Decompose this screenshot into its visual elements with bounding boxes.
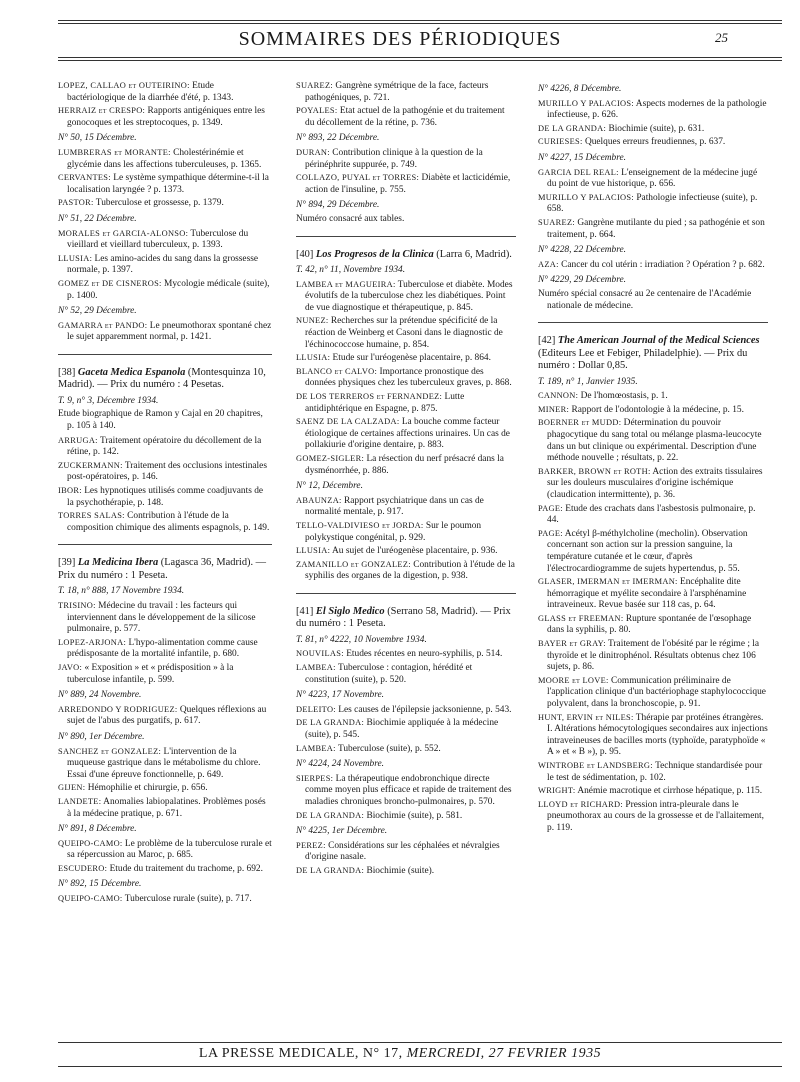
article-title: Etudes récentes en neuro-syphilis, p. 514.: [343, 649, 503, 660]
article-title: Cancer du col utérin : irradiation ? Opération ? p. 682.: [558, 259, 765, 270]
article-title: « Exposition » et « prédisposition » à la tuberculose infantile, p. 599.: [67, 662, 234, 685]
article-entry: [538, 675, 768, 711]
article-authors: PAGE:: [538, 528, 563, 538]
article-authors: PEREZ:: [296, 840, 326, 850]
issue-heading: N° 52, 29 Décembre.: [58, 306, 137, 317]
footer-bottom-rule: [58, 1066, 782, 1067]
article-title: Tuberculose : contagion, hérédité et constitution (suite), p. 520.: [305, 663, 473, 685]
article-title: Gangrène symétrique de la face, facteurs pathogéniques, p. 721.: [305, 81, 489, 103]
article-entry: [296, 520, 516, 544]
article-entry: [538, 576, 768, 612]
article-title: Le pneumothorax spontané chez le sujet apparemment normal, p. 1421.: [67, 320, 272, 343]
issue-heading: N° 50, 15 Décembre.: [58, 133, 137, 144]
article-title: Encéphalite dite hémorragique et myélite secondaire à l'arsphénamine intraveineux. Revue basée sur 118 cas, p. 64.: [547, 577, 747, 611]
article-title: La thérapeutique endobronchique directe comme moyen plus efficace et rapide de traitement des maladies chroniques broncho-pulmonaires, p. 570.: [305, 773, 512, 807]
article-title: Contribution à l'étude de la composition chimique des aliments espagnols, p. 149.: [67, 511, 270, 533]
article-title: Technique standardisée pour le test de sédimentation, p. 102.: [547, 761, 763, 783]
article-title: La résection du nerf présacré dans la dysménorrhée, p. 886.: [305, 453, 504, 476]
issue-heading: T. 42, n° 11, Novembre 1934.: [296, 265, 406, 276]
article-entry: [538, 785, 768, 798]
article-title: Etat actuel de la pathogénie et du traitement du décollement de la rétine, p. 736.: [305, 106, 505, 128]
article-entry: [296, 352, 516, 365]
article-title: Hémophilie et chirurgie, p. 656.: [85, 783, 208, 794]
footer: [0, 1046, 800, 1062]
article-title: Pression intra-pleurale dans le pneumothorax au cours de la grossesse et de l'allaitement, p. 119.: [547, 799, 764, 833]
article-title: Contribution à l'étude de la syphilis des organes de la digestion, p. 938.: [305, 559, 515, 582]
article-entry: [296, 545, 516, 558]
article-authors: BARKER, BROWN et ROTH:: [538, 466, 651, 476]
article-authors: LANDETE:: [58, 796, 102, 806]
article-authors: ZUCKERMANN:: [58, 460, 123, 470]
article-title: Contribution clinique à la question de la périnéphrite suppurée, p. 749.: [305, 147, 483, 170]
article-title: Le problème de la tuberculose rurale et sa répercussion au Maroc, p. 685.: [67, 838, 272, 861]
article-entry: [296, 80, 516, 104]
article-entry: [296, 773, 516, 809]
article-entry: [58, 80, 272, 104]
issue-heading: N° 4227, 15 Décembre.: [538, 152, 627, 163]
article-authors: DELEITO:: [296, 704, 336, 714]
article-authors: NUNEZ:: [296, 316, 329, 326]
issue-heading: N° 4226, 8 Décembre.: [538, 84, 622, 94]
article-entry: [296, 717, 516, 741]
article-title: Quelques erreurs freudiennes, p. 637.: [582, 137, 726, 148]
article-title: Cholestérinémie et glycémie dans les affections tuberculeuses, p. 1365.: [67, 147, 262, 170]
article-authors: MURILLO Y PALACIOS:: [538, 192, 634, 202]
article-title: Mycologie médicale (suite), p. 1400.: [67, 278, 270, 301]
article-authors: SUAREZ:: [296, 81, 333, 90]
article-entry: [538, 136, 768, 149]
article-entry: [296, 105, 516, 129]
article-authors: TRISINO:: [58, 601, 96, 610]
issue-heading: N° 890, 1er Décembre.: [58, 731, 145, 742]
issue-heading: N° 892, 15 Décembre.: [58, 879, 142, 890]
article-entry: [538, 503, 768, 527]
section-divider: [58, 354, 272, 355]
article-entry: [538, 259, 768, 272]
column-middle: [296, 80, 516, 879]
article-authors: CERVANTES:: [58, 173, 111, 183]
article-authors: TELLO-VALDIVIESO et JORDA:: [296, 520, 424, 530]
article-title: Détermination du pouvoir phagocytique du sang total ou mélange plasma-leucocyte dans un but clinique ou expérimental. Description d'une méthode nouvelle ; résultats, p. 22.: [547, 418, 762, 464]
journal-details: (Larra 6, Madrid).: [433, 248, 512, 260]
issue-heading: T. 189, n° 1, Janvier 1935.: [538, 376, 638, 387]
note-text: Etude biographique de Ramon y Cajal en 20 chapitres, p. 105 à 140.: [58, 409, 263, 432]
journal-number: [39]: [58, 557, 76, 569]
article-entry: [58, 278, 272, 302]
article-title: Sur le poumon polykystique congénital, p. 929.: [305, 520, 482, 543]
article-authors: ABAUNZA:: [296, 495, 342, 505]
page-title: SOMMAIRES DES PÉRIODIQUES: [238, 28, 562, 50]
journal-details: (Montesquinza 10, Madrid). — Prix du numéro : 4 Pesetas.: [58, 366, 266, 391]
article-entry: [58, 796, 272, 820]
article-title: Thérapie par protéines étrangères. I. Altérations hémocytologiques secondaires aux injections intraveineuses de bacilles morts (typhoïde, paratyphoïde « A » et « B »), p. 95.: [547, 712, 768, 758]
article-entry: [58, 662, 272, 686]
article-entry: [58, 838, 272, 862]
article-entry: [58, 228, 272, 252]
article-authors: LUMBRERAS et MORANTE:: [58, 147, 171, 157]
article-title: Tuberculose et grossesse, p. 1379.: [93, 198, 224, 209]
article-title: Tuberculose (suite), p. 552.: [335, 743, 441, 754]
article-title: Anémie macrotique et cirrhose hépatique, p. 115.: [575, 786, 763, 797]
article-title: Acétyl β-méthylcholine (mecholin). Observation concernant son action sur la pression sanguine, la température cutanée et le cœur, d'après l'électrocardiogramme de sujets hypertendus, p. 55.: [547, 528, 748, 574]
article-authors: POYALES:: [296, 106, 338, 116]
article-title: Biochimie (suite).: [364, 865, 435, 876]
article-authors: QUEIPO-CAMO:: [58, 838, 123, 848]
article-title: Communication préliminaire de l'application clinique d'un bactériophage staphylococcique polyvalent, dans la bronchoscopie, p. 91.: [547, 675, 766, 710]
article-title: L'hypo-alimentation comme cause prédisposante de la mortalité infantile, p. 680.: [67, 637, 258, 660]
article-entry: [538, 217, 768, 241]
journal-heading: [296, 606, 516, 631]
article-authors: WRIGHT:: [538, 786, 576, 796]
article-title: Traitement des occlusions intestinales post-opératoires, p. 146.: [67, 460, 267, 483]
article-authors: COLLAZO, PUYAL et TORRES:: [296, 173, 420, 183]
article-title: Au sujet de l'uréogenèse placentaire, p. 936.: [330, 546, 498, 557]
article-authors: ESCUDERO:: [58, 863, 108, 873]
article-authors: SAENZ DE LA CALZADA:: [296, 417, 400, 427]
article-authors: DE LOS TERREROS et FERNANDEZ:: [296, 391, 443, 401]
article-entry: [296, 147, 516, 171]
article-authors: GAMARRA et PANDO:: [58, 320, 148, 330]
article-authors: LOPEZ-ARJONA:: [58, 637, 127, 647]
article-title: Médecine du travail : les facteurs qui interviennent dans le développement de la silicose pulmonaire, p. 577.: [67, 601, 256, 635]
column-left: [58, 80, 272, 907]
note-text: Numéro spécial consacré au 2e centenaire de l'Académie nationale de médecine.: [538, 288, 752, 311]
issue-heading: T. 81, n° 4222, 10 Novembre 1934.: [296, 634, 427, 645]
article-title: Lutte antidiphtérique en Espagne, p. 875.: [305, 391, 465, 414]
article-entry: [538, 528, 768, 575]
issue-heading: T. 9, n° 3, Décembre 1934.: [58, 395, 159, 406]
article-entry: [538, 404, 768, 417]
article-authors: LLUSIA:: [296, 546, 331, 556]
article-entry: [538, 417, 768, 464]
article-authors: MORALES et GARCIA-ALONSO:: [58, 228, 189, 238]
article-title: Les hypnotiques utilisés comme coadjuvants de la psychothérapie, p. 148.: [67, 486, 264, 508]
article-authors: HUNT, ERVIN et NILES:: [538, 712, 634, 722]
article-title: Recherches sur la prétendue spécificité de la réaction de Weinberg et Casoni dans le diagnostic de l'échinococcose humaine, p. 854.: [305, 316, 503, 350]
article-authors: SUAREZ:: [538, 217, 575, 227]
article-authors: NOUVILAS:: [296, 649, 344, 659]
issue-heading: N° 891, 8 Décembre.: [58, 824, 137, 835]
journal-details: (Lagasca 36, Madrid). — Prix du numéro : 1 Peseta.: [58, 557, 267, 581]
section-divider: [296, 593, 516, 594]
article-entry: [296, 495, 516, 519]
article-entry: [296, 865, 516, 878]
journal-title: Los Progresos de la Clinica: [315, 248, 434, 260]
article-entry: [58, 782, 272, 795]
article-title: Etude des crachats dans l'asbestosis pulmonaire, p. 44.: [547, 503, 756, 526]
article-entry: [58, 172, 272, 196]
article-entry: [296, 743, 516, 756]
article-entry: [296, 391, 516, 415]
journal-details: (Serrano 58, Madrid). — Prix du numéro : 1 Peseta.: [296, 605, 511, 630]
article-authors: IBOR:: [58, 486, 82, 496]
article-entry: [538, 123, 768, 136]
journal-title: La Medicina Ibera: [77, 557, 159, 569]
article-title: Rapports antigéniques entre les gonocoques et les streptocoques, p. 1349.: [67, 106, 265, 128]
article-authors: BAYER et GRAY:: [538, 639, 606, 649]
article-entry: [58, 105, 272, 129]
header-top-rule: [58, 20, 782, 21]
article-authors: LOPEZ, CALLAO et OUTEIRINO:: [58, 81, 190, 90]
article-entry: [58, 510, 272, 534]
article-entry: [296, 172, 516, 196]
article-entry: [538, 192, 768, 216]
article-authors: DE LA GRANDA:: [296, 718, 365, 728]
journal-title: El Siglo Medico: [315, 605, 385, 617]
article-authors: GARCIA DEL REAL:: [538, 167, 619, 177]
journal-number: [38]: [58, 366, 76, 378]
section-divider: [296, 236, 516, 237]
article-authors: PASTOR:: [58, 198, 94, 208]
article-entry: [58, 485, 272, 509]
article-authors: MURILLO Y PALACIOS:: [538, 98, 634, 108]
article-title: L'intervention de la muqueuse gastrique dans le métabolisme du chlore. Essai d'une épreuve fonctionnelle, p. 649.: [67, 746, 261, 780]
article-authors: LAMBEA:: [296, 663, 336, 673]
article-title: Biochimie (suite), p. 631.: [606, 123, 705, 134]
article-entry: [296, 810, 516, 823]
article-title: Etude bactériologique de la diarrhée d'été, p. 1343.: [67, 81, 234, 103]
issue-heading: N° 51, 22 Décembre.: [58, 213, 137, 224]
article-title: Importance pronostique des données physiques chez les tuberculeux graves, p. 868.: [305, 366, 512, 389]
note-text: Numéro consacré aux tables.: [296, 213, 405, 224]
article-entry: [538, 638, 768, 674]
issue-heading: N° 4225, 1er Décembre.: [296, 826, 388, 837]
footer-date: MERCREDI, 27 FEVRIER 1935: [406, 1046, 602, 1061]
article-title: Quelques réflexions au sujet de l'abus des purgatifs, p. 617.: [67, 704, 267, 727]
header-top-rule-2: [58, 23, 782, 24]
article-title: Biochimie (suite), p. 581.: [364, 810, 463, 821]
footer-publication: LA PRESSE MEDICALE, N° 17,: [198, 1046, 403, 1061]
article-authors: JAVO:: [58, 662, 83, 672]
article-authors: LAMBEA:: [296, 743, 336, 753]
issue-heading: N° 4228, 22 Décembre.: [538, 245, 627, 256]
journal-heading: [538, 335, 768, 373]
article-title: Les causes de l'épilepsie jacksonienne, p. 543.: [335, 704, 512, 715]
article-entry: [296, 840, 516, 864]
journal-number: [42]: [538, 335, 556, 347]
article-entry: [296, 279, 516, 315]
article-title: Tuberculose rurale (suite), p. 717.: [122, 894, 252, 905]
article-authors: GLASS et FREEMAN:: [538, 613, 624, 623]
article-entry: [538, 760, 768, 784]
article-entry: [296, 648, 516, 661]
header-bottom-rule: [58, 57, 782, 58]
article-entry: [538, 799, 768, 835]
issue-heading: N° 4229, 29 Décembre.: [538, 275, 627, 286]
article-authors: DE LA GRANDA:: [296, 810, 365, 820]
article-entry: [58, 746, 272, 782]
article-entry: [538, 466, 768, 502]
article-title: Rupture spontanée de l'œsophage dans la syphilis, p. 80.: [547, 613, 752, 636]
journal-number: [41]: [296, 605, 314, 617]
journal-heading: [296, 249, 516, 262]
article-entry: [296, 315, 516, 351]
article-title: Aspects modernes de la pathologie infectieuse, p. 626.: [547, 98, 767, 121]
article-title: L'enseignement de la médecine jugé du point de vue historique, p. 656.: [547, 167, 758, 190]
article-authors: CANNON:: [538, 391, 579, 401]
article-authors: LLUSIA:: [58, 253, 93, 263]
article-entry: [296, 559, 516, 583]
article-authors: DE LA GRANDA:: [296, 865, 365, 875]
journal-title: The American Journal of the Medical Sciences: [557, 335, 760, 347]
article-title: Etude du traitement du trachome, p. 692.: [107, 863, 263, 874]
article-entry: [58, 460, 272, 484]
article-title: Anomalies labiopalatines. Problèmes posés à la médecine pratique, p. 671.: [67, 796, 266, 819]
article-entry: [58, 637, 272, 661]
article-entry: [538, 98, 768, 122]
article-title: Tuberculose du vieillard et vieillard tuberculeux, p. 1393.: [67, 228, 249, 251]
journal-heading: [58, 367, 272, 392]
article-authors: LLUSIA:: [296, 353, 331, 363]
article-entry: [58, 893, 272, 906]
article-authors: GOMEZ et DE CISNEROS:: [58, 278, 162, 288]
article-authors: GLASER, IMERMAN et IMERMAN:: [538, 577, 678, 587]
article-title: Etude sur l'uréogenèse placentaire, p. 864.: [330, 353, 491, 364]
article-authors: QUEIPO-CAMO:: [58, 894, 123, 904]
issue-heading: N° 894, 29 Décembre.: [296, 200, 380, 211]
article-authors: SIERPES:: [296, 773, 334, 783]
journal-details: (Editeurs Lee et Febiger, Philadelphie). — Prix du numéro : Dollar 0,85.: [538, 347, 748, 372]
issue-heading: N° 4223, 17 Novembre.: [296, 690, 385, 701]
article-entry: [538, 613, 768, 637]
article-entry: [58, 863, 272, 876]
article-authors: AZA:: [538, 259, 559, 269]
article-title: Biochimie appliquée à la médecine (suite), p. 545.: [305, 718, 499, 741]
article-title: Le système sympathique détermine-t-il la localisation laryngée ? p. 1373.: [67, 173, 269, 195]
issue-heading: N° 889, 24 Novembre.: [58, 690, 142, 701]
section-divider: [538, 322, 768, 323]
article-authors: BOERNER et MUDD:: [538, 418, 622, 428]
article-authors: ARREDONDO Y RODRIGUEZ:: [58, 704, 178, 714]
article-authors: PAGE:: [538, 503, 563, 513]
article-entry: [58, 147, 272, 171]
journal-number: [40]: [296, 248, 314, 260]
article-title: Traitement de l'obésité par le régime ; la thyroïde et le dinitrophénol. Résultats obtenus chez 106 sujets, p. 86.: [547, 639, 760, 673]
article-entry: [58, 435, 272, 459]
article-entry: [538, 390, 768, 403]
issue-heading: T. 18, n° 888, 17 Novembre 1934.: [58, 586, 185, 597]
article-authors: MINER:: [538, 404, 570, 414]
article-entry: [296, 662, 516, 686]
article-authors: DE LA GRANDA:: [538, 123, 607, 133]
page-number: 25: [715, 30, 728, 45]
issue-heading: N° 4224, 24 Novembre.: [296, 759, 385, 770]
article-authors: WINTROBE et LANDSBERG:: [538, 761, 653, 770]
footer-top-rule: [58, 1042, 782, 1043]
article-title: Pathologie infectieuse (suite), p. 658.: [547, 192, 758, 215]
article-title: De l'homœostasis, p. 1.: [578, 391, 668, 402]
article-authors: LLOYD et RICHARD:: [538, 799, 624, 809]
article-entry: [58, 320, 272, 344]
article-title: Diabète et lacticidémie, action de l'insuline, p. 755.: [305, 173, 511, 195]
article-entry: [58, 704, 272, 728]
article-entry: [58, 197, 272, 210]
article-entry: [296, 453, 516, 477]
article-authors: ARRUGA:: [58, 435, 98, 445]
article-authors: GIJEN:: [58, 783, 86, 793]
issue-heading: N° 12, Décembre.: [296, 481, 363, 492]
article-title: Traitement opératoire du décollement de la rétine, p. 142.: [67, 435, 262, 458]
article-title: Tuberculose et diabète. Modes évolutifs de la tuberculose chez les diabétiques. Point de vue diagnostique et thérapeutique, p. 845.: [305, 279, 513, 313]
article-authors: BLANCO et CALVO:: [296, 366, 378, 376]
journal-title: Gaceta Medica Espanola: [77, 366, 186, 378]
article-authors: MOORE et LOVE:: [538, 675, 609, 685]
article-title: Gangrène mutilante du pied ; sa pathogénie et son traitement, p. 664.: [547, 217, 765, 240]
issue-heading: N° 893, 22 Décembre.: [296, 133, 380, 144]
article-entry: [296, 704, 516, 717]
article-authors: DURAN:: [296, 147, 330, 157]
article-authors: SANCHEZ et GONZALEZ:: [58, 746, 162, 756]
article-entry: [296, 366, 516, 390]
article-authors: CURIESES:: [538, 137, 583, 147]
article-title: Rapport de l'odontologie à la médecine, p. 15.: [569, 404, 744, 415]
article-title: La bouche comme facteur étiologique de certaines affections urinaires. Un cas de pollakiurie d'origine dentaire, p. 883.: [305, 417, 510, 451]
column-right: [538, 80, 768, 836]
article-authors: HERRAIZ et CRESPO:: [58, 106, 146, 116]
article-authors: ZAMANILLO et GONZALEZ:: [296, 559, 411, 569]
article-authors: TORRES SALAS:: [58, 511, 125, 521]
article-title: Action des extraits tissulaires sur les douleurs musculaires d'origine ischémique (claudication intermittente), p. 36.: [547, 466, 763, 500]
article-title: Les amino-acides du sang dans la grossesse normale, p. 1397.: [67, 253, 259, 276]
journal-heading: [58, 557, 272, 582]
article-authors: LAMBEA et MAGUEIRA:: [296, 279, 396, 289]
header-bottom-rule-2: [58, 60, 782, 61]
article-entry: [296, 416, 516, 452]
article-title: Considérations sur les céphalées et névralgies d'origine nasale.: [305, 840, 500, 863]
article-entry: [538, 167, 768, 191]
article-entry: [58, 253, 272, 277]
article-title: Rapport psychiatrique dans un cas de normalité mentale, p. 917.: [305, 495, 484, 518]
article-entry: [58, 600, 272, 636]
article-entry: [538, 712, 768, 759]
section-divider: [58, 544, 272, 545]
article-authors: GOMEZ-SIGLER:: [296, 453, 365, 463]
